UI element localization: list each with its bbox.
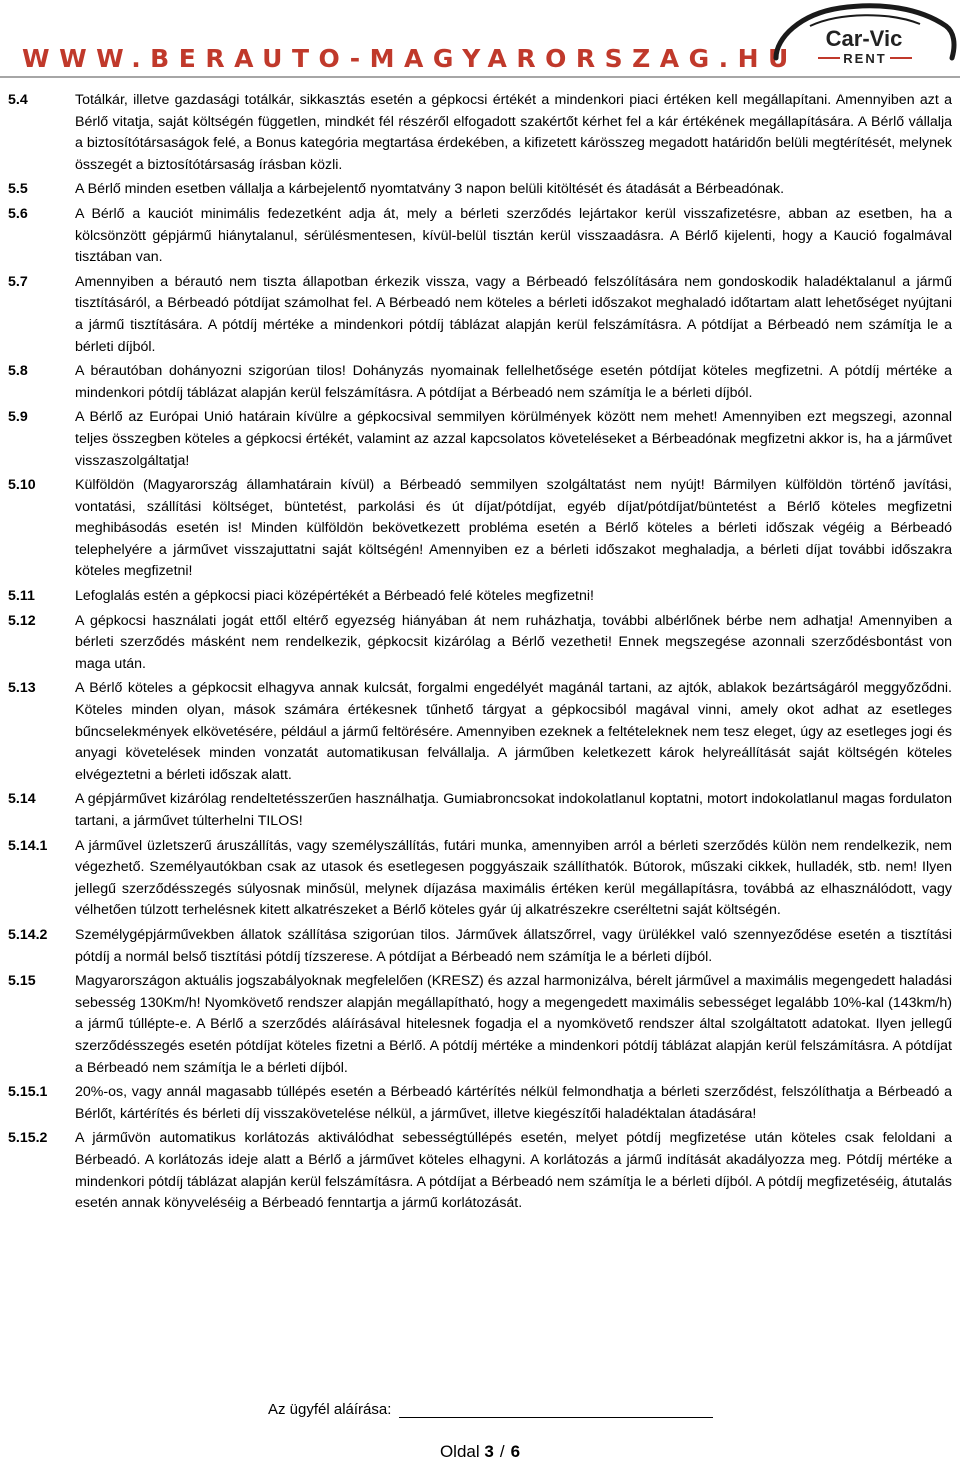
page-number: [0, 1442, 960, 1462]
site-url[interactable]: WWW.BERAUTO-MAGYARORSZAG.HU: [22, 44, 798, 73]
clause-number: 5.15.2: [8, 1130, 48, 1147]
car-vic-rent-logo: [770, 0, 958, 72]
clause-number: 5.14.2: [8, 926, 48, 943]
clause: [0, 179, 960, 201]
logo-roofline: [810, 15, 920, 26]
clause-text: A gépjárművet kizárólag rendeltetésszerűen használhatja. Gumiabroncsokat indokolatlanul koptatni, motort indokolatlanul magas fordulaton tartani, a járművet túlterhelni TILOS!: [75, 791, 952, 829]
clause-number: 5.14: [8, 791, 36, 808]
clause-text: Amennyiben a bérautó nem tiszta állapotban érkezik vissza, vagy a Bérbeadó felszólítására nem gondoskodik haladéktalanul a jármű tisztításáról, a Bérbeadó pótdíjat számolhat fel. A Bérbeadó nem köteles a bérleti időszakot meghaladó időtartam alatt lehetőséget nyújtani a jármű tisztítására. A pótdíj mértéke a mindenkori pótdíj táblázat alapján kerül felszámításra. A pótdíjat a Bérbeadó nem számítja le a bérleti díjból.: [75, 273, 952, 355]
clause-text: Személygépjárművekben állatok szállítása szigorúan tilos. Járművek állatszőrrel, vagy ürülékkel való szennyeződése esetén a tisztítási pótdíj a normál belső tisztítási pótdíj tízszerese. A pótdíjat a Bérbeadó nem számítja le a bérleti díjból.: [75, 926, 952, 965]
signature-label: Az ügyfél aláírása:: [268, 1401, 392, 1418]
clause-number: 5.6: [8, 205, 28, 222]
clause: [0, 1128, 960, 1214]
clause-number: 5.9: [8, 409, 28, 426]
clause-text: Lefoglalás estén a gépkocsi piaci középértékét a Bérbeadó felé köteles megfizetni!: [75, 588, 594, 605]
clause: [0, 586, 960, 608]
clause: [0, 407, 960, 472]
page-total: 6: [510, 1442, 521, 1461]
clause: [0, 925, 960, 968]
clause-text: Külföldön (Magyarország államhatárain kívül) a Bérbeadó semmilyen szolgáltatást nem nyújt! Bármilyen külföldön történő javítási, vontatási, szállítási költséget, büntetést, parkolási és út díjat/pótdíjat, egyéb díjat/pótdíjat/büntetést a Bérlő köteles megfizetni meghibásodás esetén is! Minden külföldön bekövetkezett probléma esetén a Bérlő köteles a bérleti időszak végéig a Bérbeadó telephelyére a járművet visszajuttatni saját költségén! Amennyiben ez a bérleti időszakot meghaladja, a bérleti díjat további időszakra köteles megfizetni!: [75, 477, 952, 580]
clause-number: 5.5: [8, 181, 28, 198]
clause: [0, 204, 960, 269]
clause-text: A gépkocsi használati jogát ettől eltérő egyezség hiányában át nem ruházhatja, további albérlőnek bérbe nem adhatja! Amennyiben a bérleti szerződés másként nem rendelkezik, gépkocsit kizárólag a Bérlő vezetheti! Ennek megszegése azonnali szerződésbontást von maga után.: [75, 612, 952, 672]
clause-number: 5.12: [8, 612, 36, 629]
logo-text-main: Car-Vic: [825, 26, 903, 51]
clause: [0, 971, 960, 1079]
clause: [0, 1082, 960, 1125]
clause: [0, 475, 960, 583]
clause-number: 5.10: [8, 477, 36, 494]
clause-text: 20%-os, vagy annál magasabb túllépés esetén a Bérbeadó kártérítés nélkül felmondhatja a bérleti szerződést, felszólíthatja a Bérbeadó a Bérlőt, kártérítés és bérleti díj visszakövetelése nélkül, a járművet, illetve kiegészítői haladéktalan átadására!: [75, 1084, 952, 1122]
header-divider: [0, 76, 960, 78]
page-prefix: Oldal: [439, 1442, 480, 1461]
clause-text: A járművel üzletszerű áruszállítás, vagy személyszállítás, futári munka, amennyiben arról a bérleti szerződés külön nem rendelkezik, nem végezhető. Személyautókban csak az utasok és esetlegesen poggyászaik szállíthatók. Bútorok, műszaki cikkek, hulladék, stb. nem! Ilyen jellegű szerződésszegés súlyosnak minősül, melynek díjazása maximális értéken kerül megállapításra, továbbá az elhasználódott, vagy vélhetően túlzott terhelésnek kitett alkatrészeket a Bérlő köteles gyár új alkatrészekre cseréltetni saját költségén.: [75, 837, 952, 919]
signature-line: [399, 1400, 713, 1418]
page-header: [0, 0, 960, 84]
clause-text: A Bérlő minden esetben vállalja a kárbejelentő nyomtatvány 3 napon belüli kitöltését és átadását a Bérbeadónak.: [75, 181, 785, 198]
clause-number: 5.14.1: [8, 837, 48, 854]
clause-number: 5.15.1: [8, 1084, 48, 1101]
clause-number: 5.8: [8, 363, 28, 380]
clause-number: 5.11: [8, 588, 35, 605]
signature-block: [268, 1400, 713, 1418]
clause-number: 5.13: [8, 680, 36, 697]
page-current: 3: [484, 1442, 494, 1461]
clause: [0, 272, 960, 358]
clause: [0, 678, 960, 786]
clause-number: 5.15: [8, 973, 36, 990]
clause-text: A járművön automatikus korlátozás aktiválódhat sebességtúllépés esetén, melyet pótdíj megfizetése után köteles csak feloldani a Bérbeadó. A korlátozás ideje alatt a Bérlő a járművet köteles elhagyni. A korlátozás a jármű indítását akadályozza meg. Pótdíj mértéke a mindenkori pótdíj táblázat alapján kerül felszámításra. A pótdíjat a Bérbeadó nem számítja le a bérleti díjból. A pótdíj megfizetéséig, átutalás esetén annak könyveléséig a Bérbeadó fenntartja a jármű korlátozását.: [75, 1130, 952, 1212]
clause: [0, 611, 960, 676]
clause-text: Totálkár, illetve gazdasági totálkár, sikkasztás esetén a gépkocsi értékét a mindenkori piaci értéken kell megállapítani. Amennyiben azt a Bérlő vitatja, saját költségén független, mindkét fél részéről elfogadott szakértőt kérhet fel a kár értékének megállapítására. A Bérlő vállalja a biztosítótársaságok felé, a Bonus kategória megtartása érdekében, a kifizetett kárösszeg megadott határidőn belüli megtérítését, melynek összegét a biztosítótársaság írásban közli.: [75, 92, 952, 173]
clause: [0, 836, 960, 922]
logo-text-sub: RENT: [843, 51, 887, 66]
clause: [0, 361, 960, 404]
clause-text: A Bérlő köteles a gépkocsit elhagyva annak kulcsát, forgalmi engedélyét magánál tartani, az ajtók, ablakok bezártságáról meggyőződni. Köteles minden olyan, mások számára értékesnek tűnhető tárgyat a gépkocsiból magával vinni, amely okot adhat az esetleges bűncselekmények elkövetésére, például a jármű feltörésére. Amennyiben ezeknek a feltételeknek nem tesz eleget, úgy az esetleges jogi és anyagi követelések minden vonzatát automatikusan felvállalja. A járműben keletkezett károk helyreállítását saját költségén köteles elvégeztetni a bérleti időszak alatt.: [75, 680, 952, 783]
clause-number: 5.7: [8, 273, 28, 290]
clause-number: 5.4: [8, 92, 28, 108]
clause: [0, 789, 960, 832]
clause-text: Magyarországon aktuális jogszabályoknak megfelelően (KRESZ) és azzal harmonizálva, bérelt járművel a maximális megengedett haladási sebesség 130Km/h! Nyomkövető rendszer alapján megállapítható, hogy a megengedett maximális sebességet legalább 10%-kal (143km/h) a jármű túllépte-e. A Bérlő a szerződés aláírásával hitelesnek fogadja el a nyomkövető rendszer által szolgáltatott adatokat. Ilyen jellegű szerződésszegés esetén pótdíjat köteles fizetni a Bérlő. A pótdíj mértéke a mindenkori pótdíj táblázat alapján kerül felszámításra. A pótdíjat a Bérbeadó nem számítja le a bérleti díjból.: [75, 973, 952, 1076]
clause-text: A Bérlő az Európai Unió határain kívülre a gépkocsival semmilyen körülmények között nem mehet! Amennyiben ezt megszegi, azonnal teljes összegben köteles a gépkocsi értékét, valamint az azzal kapcsolatos követeléseket a Bérbeadónak megfizetni akkor is, ha a járművet visszaszolgáltatja!: [75, 409, 952, 469]
clause: [0, 90, 960, 176]
clause-text: A bérautóban dohányozni szigorúan tilos! Dohányzás nyomainak fellelhetősége esetén pótdíjat köteles megfizetni. A pótdíj mértéke a mindenkori pótdíj táblázat alapján kerül felszámításra. A pótdíjat a Bérbeadó nem számítja le a bérleti díjból.: [75, 363, 952, 401]
page-separator: /: [499, 1442, 505, 1461]
clause-list: [0, 90, 960, 1218]
clause-text: A Bérlő a kauciót minimális fedezetként adja át, mely a bérleti szerződés lejártakor kerül visszafizetésre, abban az esetben, ha a kölcsönzött gépjármű hiánytalanul, sérülésmentesen, kívül-belül tisztán kerül visszaadásra. A Bérlő kijelenti, hogy a Kaució fogalmával tisztában van.: [75, 205, 952, 266]
